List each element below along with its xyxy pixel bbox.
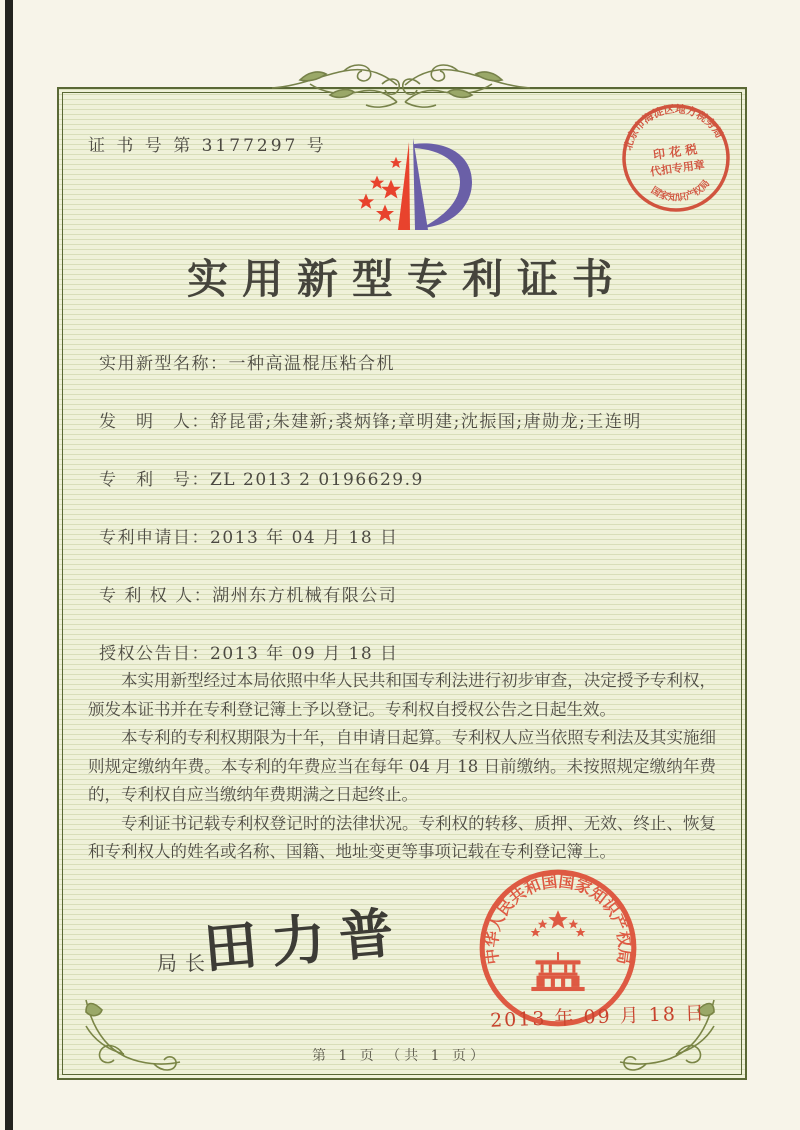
field-label: 授权公告日：	[99, 644, 210, 664]
fields-section	[99, 347, 642, 695]
tax-stamp-arc-top-text: 北京市海淀区地方税务局	[622, 103, 726, 152]
page-footer: 第 1 页 （共 1 页）	[311, 1048, 489, 1064]
commissioner-label: 局长	[157, 951, 213, 975]
legal-body-section	[88, 667, 716, 867]
field-row-inventors	[99, 405, 642, 439]
field-row-utility-model-name	[99, 347, 642, 381]
certificate-number: 证 书 号 第 3177297 号	[88, 136, 327, 156]
field-label: 发 明 人：	[99, 412, 210, 432]
field-value: 2013 年 04 月 18 日	[210, 528, 399, 548]
tax-stamp-seal	[608, 90, 744, 226]
field-row-patentee	[99, 579, 642, 613]
sipo-logo-icon	[348, 136, 480, 240]
body-paragraph-2: 本专利的专利权期限为十年，自申请日起算。专利权人应当依照专利法及其实施细则规定缴纳年费。本专利的年费应当在每年 04 月 18 日前缴纳。未按照规定缴纳年费的，专利权自应当缴纳年费期满之日起终止。	[88, 728, 716, 804]
tax-stamp-center-line1: 印 花 税	[652, 142, 699, 163]
seal-date: 2013 年 09 月 18 日	[489, 1002, 707, 1032]
national-emblem-icon	[531, 910, 586, 991]
field-value: 2013 年 09 月 18 日	[210, 644, 399, 664]
field-label: 专 利 号：	[99, 470, 210, 490]
seal-ring-text: 中华人民共和国国家知识产权局	[481, 871, 635, 966]
field-value: 舒昆雷;朱建新;裘炳锋;章明建;沈振国;唐勋龙;王连明	[210, 412, 642, 432]
tax-stamp-arc-bottom-text: 国家知识产权局	[648, 178, 713, 204]
certificate-title: 实用新型专利证书	[187, 255, 627, 303]
field-label: 专 利 权 人：	[99, 586, 213, 606]
field-value: 湖州东方机械有限公司	[212, 586, 398, 606]
tax-stamp-center-line2: 代扣专用章	[649, 158, 706, 179]
bottom-left-flourish-icon	[80, 992, 184, 1084]
field-label: 专利申请日：	[99, 528, 210, 548]
field-row-filing-date	[99, 521, 642, 555]
body-paragraph-1: 本实用新型经过本局依照中华人民共和国专利法进行初步审查，决定授予专利权，颁发本证书并在专利登记簿上予以登记。专利权自授权公告之日起生效。	[88, 671, 716, 719]
field-row-patent-number	[99, 463, 642, 497]
field-row-grant-date	[99, 637, 642, 671]
scan-edge	[5, 0, 13, 1130]
field-value: ZL 2013 2 0196629.9	[210, 470, 424, 490]
field-label: 实用新型名称：	[99, 354, 229, 374]
top-ornament-icon	[270, 61, 532, 119]
field-value: 一种高温棍压粘合机	[228, 354, 395, 374]
body-paragraph-3: 专利证书记载专利权登记时的法律状况。专利权的转移、质押、无效、终止、恢复和专利权人的姓名或名称、国籍、地址变更等事项记载在专利登记簿上。	[88, 813, 716, 861]
commissioner-signature: 田力普	[200, 899, 410, 981]
